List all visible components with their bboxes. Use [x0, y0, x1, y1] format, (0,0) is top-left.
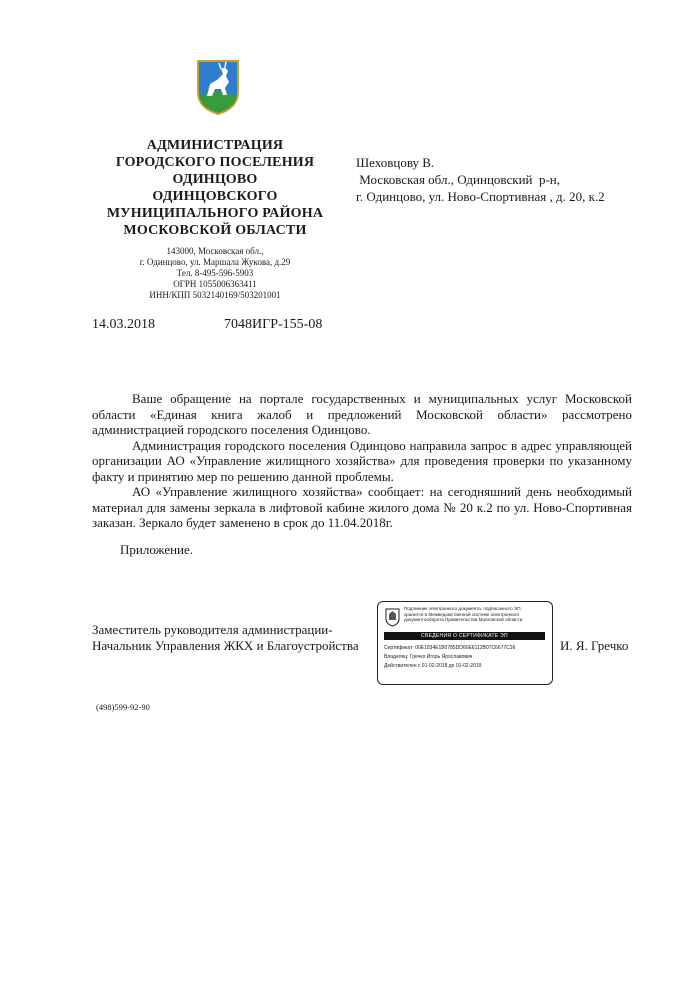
- stamp-details: [384, 644, 548, 671]
- stamp-notice-line: Подлинник электронного документа, подписанного ЭП,: [404, 606, 522, 611]
- org-contacts: [100, 246, 330, 301]
- body-paragraph: АО «Управление жилищного хозяйства» сообщает: на сегодняшний день необходимый материал для замены зеркала в лифтовой кабине жилого дома № 20 к.2 по ул. Ново-Спортивная заказан. Зеркало будет заменено в срок до 11.04.2018г.: [92, 484, 632, 530]
- signer-position-line: Начальник Управления ЖКХ и Благоустройства: [92, 638, 359, 653]
- electronic-signature-stamp: [377, 601, 553, 685]
- stamp-validity: Действителен с 01-02-2018 до 01-02-2019: [384, 663, 482, 669]
- org-title-line: ГОРОДСКОГО ПОСЕЛЕНИЯ: [115, 155, 315, 170]
- coat-of-arms-icon: [195, 58, 241, 116]
- footer-phone: (498)599-92-90: [96, 702, 150, 712]
- org-phone: Тел. 8-495-596-5903: [176, 268, 254, 278]
- signer-name: И. Я. Гречко: [560, 638, 629, 653]
- addressee-address-line: Московская обл., Одинцовский р-н,: [356, 172, 561, 187]
- stamp-owner: Владелец: Гречко Игорь Ярославович: [384, 654, 473, 660]
- org-address-line: 143000, Московская обл.,: [166, 246, 264, 256]
- org-title-line: МУНИЦИПАЛЬНОГО РАЙОНА: [106, 206, 324, 221]
- org-inn-kpp: ИНН/КПП 5032140169/503201001: [149, 290, 281, 300]
- document-date: 14.03.2018: [92, 317, 155, 332]
- org-title: [95, 137, 335, 239]
- stamp-certificate: Сертификат: 00E1034E1B0785DD60E6112B07C6677C36: [384, 645, 516, 651]
- stamp-notice-line: документооборота Правительства Московской области: [404, 617, 523, 623]
- org-title-line: ОДИНЦОВСКОГО: [152, 189, 278, 204]
- signer-position: [92, 622, 359, 654]
- attachment-label: Приложение.: [120, 542, 194, 557]
- signer-position-line: Заместитель руководителя администрации-: [92, 622, 333, 637]
- addressee-name: Шеховцову В.: [356, 155, 435, 170]
- stamp-notice: [404, 606, 548, 623]
- org-address-line: г. Одинцово, ул. Маршала Жукова, д.29: [139, 257, 291, 267]
- addressee-block: [356, 154, 605, 205]
- body-paragraph: Ваше обращение на портале государственных и муниципальных услуг Московской области «Единая книга жалоб и предложений Московской области» рассмотрено администрацией городского поселения Одинцово.: [92, 391, 632, 437]
- addressee-address-line: г. Одинцово, ул. Ново-Спортивная , д. 20, к.2: [356, 189, 605, 204]
- org-title-line: АДМИНИСТРАЦИЯ: [146, 138, 284, 153]
- document-number: 7048ИГР-155-08: [224, 317, 323, 332]
- org-ogrn: ОГРН 1055006363411: [173, 279, 257, 289]
- stamp-band-label: СВЕДЕНИЯ О СЕРТИФИКАТЕ ЭП: [384, 632, 545, 640]
- letter-body: [92, 391, 632, 531]
- org-title-line: ОДИНЦОВО: [172, 172, 258, 187]
- body-paragraph: Администрация городского поселения Одинцово направила запрос в адрес управляющей организации АО «Управление жилищного хозяйства» для проведения проверки по указанному факту и принятию мер по решению данной проблемы.: [92, 437, 632, 484]
- org-title-line: МОСКОВСКОЙ ОБЛАСТИ: [123, 223, 307, 238]
- stamp-notice-line: хранится в Межведомственной системе электронного: [404, 611, 520, 617]
- stamp-emblem-icon: [385, 608, 400, 627]
